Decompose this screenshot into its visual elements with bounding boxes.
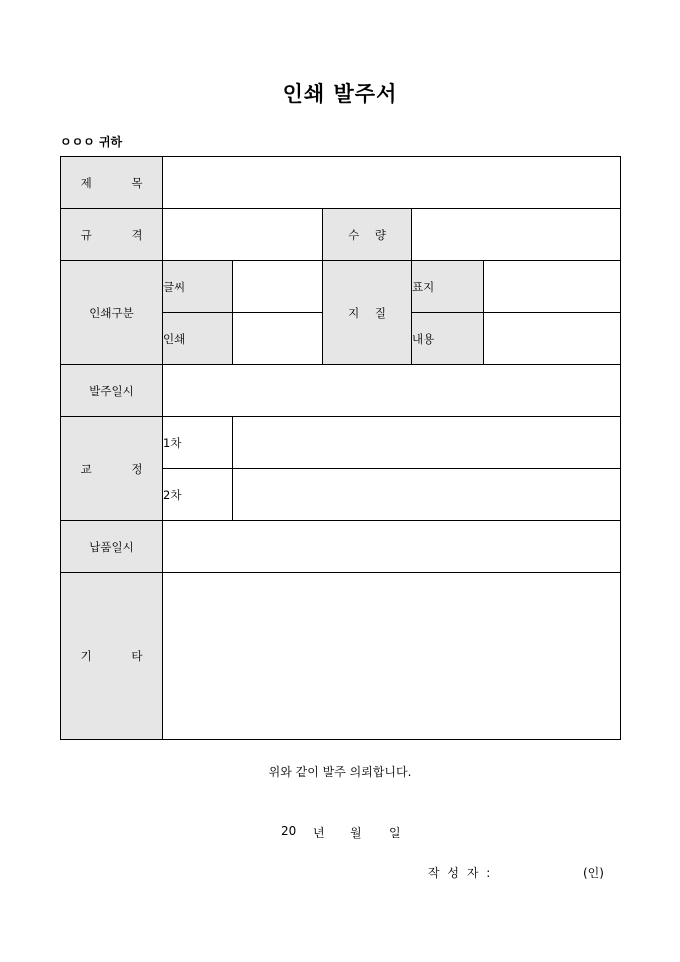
print-type-print-label: 인쇄	[163, 313, 233, 365]
order-date-label: 발주일시	[61, 365, 163, 417]
proofread-second-field[interactable]	[233, 469, 621, 521]
request-statement: 위와 같이 발주 의뢰합니다.	[268, 765, 412, 779]
seal-mark: (인)	[583, 866, 604, 880]
print-type-letters-field[interactable]	[233, 261, 323, 313]
print-type-row-1	[61, 261, 621, 313]
quantity-label: 수 량	[323, 209, 412, 261]
proofread-label: 교 정	[61, 417, 163, 521]
other-field[interactable]	[163, 573, 621, 740]
date-day-label: 일	[389, 826, 401, 840]
delivery-date-label: 납품일시	[61, 521, 163, 573]
paper-cover-field[interactable]	[484, 261, 621, 313]
quantity-field[interactable]	[412, 209, 621, 261]
spec-label: 규 격	[61, 209, 163, 261]
other-row	[61, 573, 621, 740]
delivery-date-field[interactable]	[163, 521, 621, 573]
proofread-second-label: 2차	[163, 469, 233, 521]
spec-row	[61, 209, 621, 261]
proofread-first-label: 1차	[163, 417, 233, 469]
paper-label: 지 질	[323, 261, 412, 365]
delivery-date-row	[61, 521, 621, 573]
page-title: 인쇄 발주서	[282, 81, 398, 106]
date-century: 20	[281, 824, 297, 838]
subject-label: 제 목	[61, 157, 163, 209]
order-date-field[interactable]	[163, 365, 621, 417]
proofread-row-1	[61, 417, 621, 469]
order-form-table	[60, 156, 621, 740]
paper-cover-label: 표지	[412, 261, 484, 313]
print-type-label: 인쇄구분	[61, 261, 163, 365]
proofread-first-field[interactable]	[233, 417, 621, 469]
writer-label: 작 성 자 :	[428, 866, 493, 880]
subject-field[interactable]	[163, 157, 621, 209]
subject-row	[61, 157, 621, 209]
recipient-line: ㅇㅇㅇ 귀하	[60, 135, 123, 149]
order-date-row	[61, 365, 621, 417]
print-type-print-field[interactable]	[233, 313, 323, 365]
other-label: 기 타	[61, 573, 163, 740]
spec-field[interactable]	[163, 209, 323, 261]
date-month-label: 월	[350, 826, 362, 840]
date-year-label: 년	[313, 826, 325, 840]
print-type-letters-label: 글씨	[163, 261, 233, 313]
paper-content-field[interactable]	[484, 313, 621, 365]
paper-content-label: 내용	[412, 313, 484, 365]
